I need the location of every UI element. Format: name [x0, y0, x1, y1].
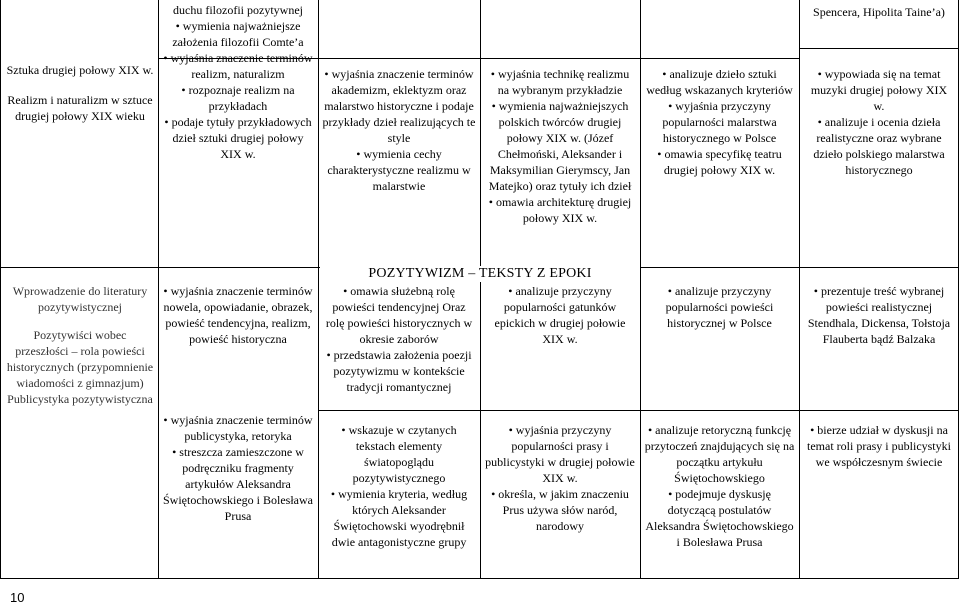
topic-title: Publicystyka pozytywistyczna — [7, 392, 153, 406]
table-divider — [799, 0, 800, 578]
requirement-item: • analizuje i ocenia dzieła realistyczne oraz wybrane dzieło polskiego malarstwa historycznego — [813, 115, 945, 177]
topic-cell — [4, 283, 156, 407]
requirements-cell — [160, 283, 316, 347]
requirement-item: • wskazuje w czytanych tekstach elementy światopoglądu pozytywistycznego — [341, 423, 457, 485]
requirements-cell — [482, 66, 638, 226]
requirement-text: Spencera, Hipolita Taine’a) — [813, 5, 945, 19]
row-divider — [800, 48, 958, 49]
requirements-cell — [802, 283, 956, 347]
requirement-text: duchu filozofii pozytywnej — [173, 3, 303, 17]
requirements-cell — [642, 66, 797, 178]
requirement-item: • prezentuje treść wybranej powieści realistycznej Stendhala, Dickensa, Tołstoja Flauberta bądź Balzaka — [807, 284, 951, 346]
requirement-item: • rozpoznaje realizm na przykładach — [181, 83, 295, 113]
topic-title: Realizm i naturalizm w sztuce drugiej połowy XIX wieku — [7, 93, 153, 123]
topic-title: Pozytywiści wobec przeszłości – rola powieści historycznych (przypomnienie wiadomości z gimnazjum) — [6, 328, 154, 390]
requirement-item: • wyjaśnia znaczenie terminów akademizm, eklektyzm oraz malarstwo historyczne i podaje przykłady dzieł realizujących te style — [322, 67, 476, 145]
table-divider — [158, 0, 159, 578]
requirement-item: • analizuje retoryczną funkcję przytoczeń znajdujących się na początku artykułu Świętochowskiego — [644, 423, 795, 485]
requirement-item: • przedstawia założenia poezji pozytywizmu w kontekście tradycji romantycznej — [326, 348, 472, 394]
requirement-item: • wyjaśnia technikę realizmu na wybranym przykładzie — [490, 67, 630, 97]
topic-cell — [4, 62, 156, 124]
requirement-item: • wyjaśnia przyczyny popularności malarstwa historycznego w Polsce — [662, 99, 777, 145]
requirements-cell — [320, 66, 478, 194]
requirement-item: • streszcza zamieszczone w podręczniku fragmenty artykułów Aleksandra Świętochowskiego i Bolesława Prusa — [163, 445, 313, 523]
table-border-bottom — [0, 578, 959, 579]
requirement-item: • wypowiada się na temat muzyki drugiej połowy XIX w. — [810, 67, 948, 113]
requirement-item: • wyjaśnia znaczenie terminów publicystyka, retoryka — [163, 413, 313, 443]
table-divider — [640, 0, 641, 578]
requirements-cell — [802, 4, 956, 20]
requirements-cell — [482, 283, 638, 347]
requirement-item: • analizuje przyczyny popularności gatunków epickich w drugiej połowie XIX w. — [494, 284, 626, 346]
table-border-left — [0, 0, 1, 578]
requirement-item: • wymienia najważniejszych polskich twórców drugiej połowy XIX w. (Józef Chełmoński, Aleksander i Maksymilian Gierymscy, Jan Matejko) oraz tytuły ich dzieł — [488, 99, 632, 193]
table-divider — [480, 0, 481, 578]
requirements-cell — [642, 422, 797, 550]
requirement-item: • wymienia kryteria, według których Aleksander Świętochowski wyodrębnił dwie antagonistyczne grupy — [330, 487, 468, 549]
requirement-item: • analizuje dzieło sztuki według wskazanych kryteriów — [646, 67, 793, 97]
requirements-cell — [482, 422, 638, 534]
requirement-item: • wyjaśnia przyczyny popularności prasy i publicystyki w drugiej połowie XIX w. — [485, 423, 635, 485]
section-header: POZYTYWIZM – TEKSTY Z EPOKI — [320, 266, 640, 282]
requirement-item: • wyjaśnia znaczenie terminów realizm, naturalizm — [163, 51, 313, 81]
requirement-item: • określa, w jakim znaczeniu Prus używa słów naród, narodowy — [491, 487, 629, 533]
requirement-item: • podejmuje dyskusję dotyczącą postulatów Aleksandra Świętochowskiego i Bolesława Prusa — [645, 487, 794, 549]
requirements-cell — [320, 283, 478, 395]
requirement-item: • podaje tytuły przykładowych dzieł sztuki drugiej połowy XIX w. — [164, 115, 312, 161]
requirements-cell — [802, 422, 956, 470]
requirements-cell — [160, 412, 316, 524]
table-divider — [318, 0, 319, 578]
topic-title: Sztuka drugiej połowy XIX w. — [6, 63, 154, 77]
requirement-item: • omawia służebną rolę powieści tendencyjnej Oraz rolę powieści historycznych w okresie zaborów — [325, 284, 473, 346]
requirement-item: • wyjaśnia znaczenie terminów nowela, opowiadanie, obrazek, powieść tendencyjna, realizm, powieść historyczna — [163, 284, 313, 346]
row-divider — [318, 410, 958, 411]
requirement-item: • omawia architekturę drugiej połowy XIX w. — [488, 195, 632, 225]
page-number: 10 — [10, 590, 25, 605]
requirements-cell — [642, 283, 797, 331]
requirement-item: • bierze udział w dyskusji na temat roli prasy i publicystyki we współczesnym świecie — [807, 423, 951, 469]
requirements-cell — [160, 2, 316, 162]
requirements-cell — [802, 66, 956, 178]
requirement-item: • wymienia cechy charakterystyczne realizmu w malarstwie — [327, 147, 471, 193]
requirements-cell — [320, 422, 478, 550]
requirement-item: • analizuje przyczyny popularności powieści historycznej w Polsce — [665, 284, 774, 330]
requirement-item: • wymienia najważniejsze założenia filozofii Comte’a — [172, 19, 304, 49]
topic-title: Wprowadzenie do literatury pozytywistycznej — [12, 284, 148, 314]
requirement-item: • omawia specyfikę teatru drugiej połowy XIX w. — [657, 147, 782, 177]
